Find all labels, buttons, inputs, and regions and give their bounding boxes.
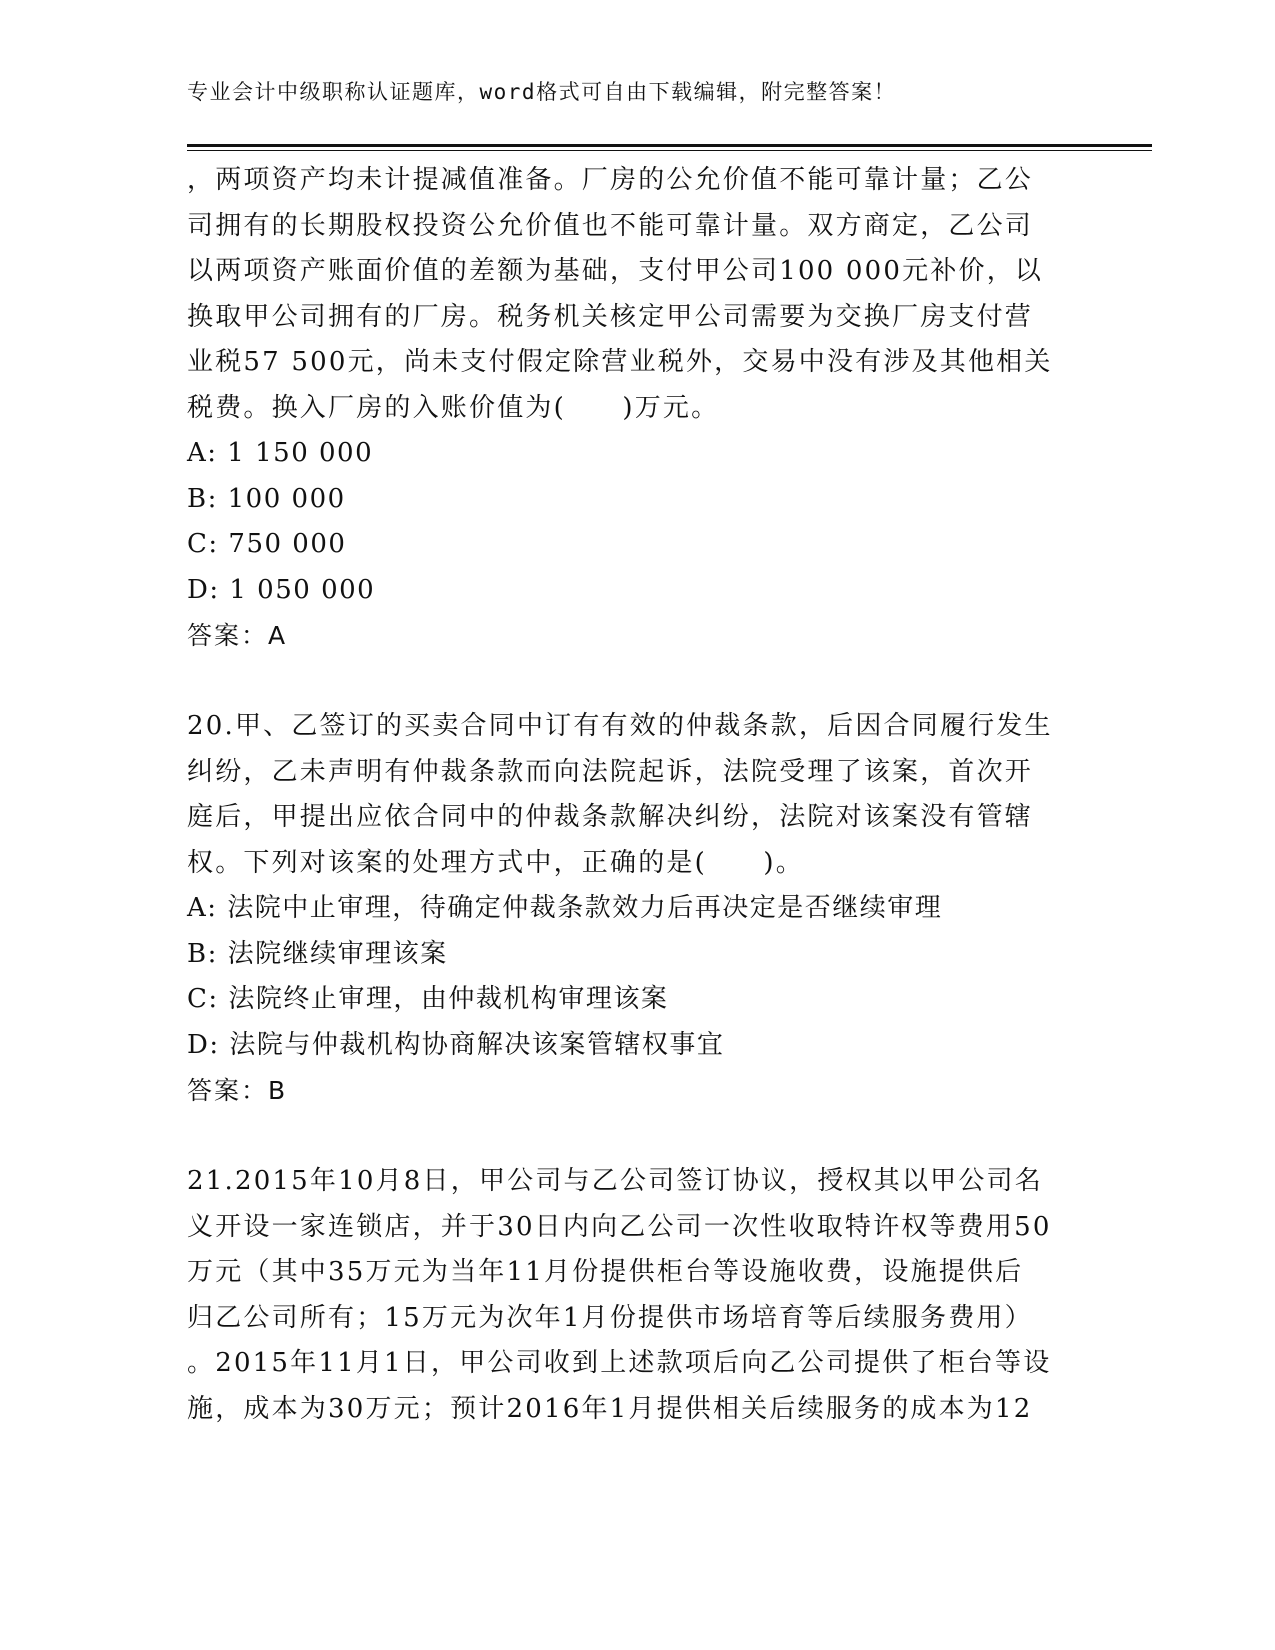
question-line: 司拥有的长期股权投资公允价值也不能可靠计量。双方商定，乙公司 [187, 210, 1034, 241]
question-21 [187, 1159, 1087, 1432]
document-body [187, 158, 1087, 1432]
question-line: 万元（其中35万元为当年11月份提供柜台等设施收费，设施提供后 [187, 1257, 1024, 1287]
question-19-continuation [187, 158, 1087, 659]
question-line: 业税57 500元，尚未支付假定除营业税外，交易中没有涉及其他相关 [187, 347, 1053, 377]
option-b: B: 100 000 [187, 483, 346, 514]
option-b: B: 法院继续审理该案 [187, 938, 448, 969]
spacer [187, 659, 1087, 705]
question-line: 20.甲、乙签订的买卖合同中订有有效的仲裁条款，后因合同履行发生 [187, 711, 1053, 741]
answer-line: 答案：B [187, 1076, 288, 1105]
option-a: A: 法院中止审理，待确定仲裁条款效力后再决定是否继续审理 [187, 893, 943, 923]
header-rule-thick [187, 144, 1152, 147]
option-d: D: 法院与仲裁机构协商解决该案管辖权事宜 [187, 1029, 725, 1060]
page-header: 专业会计中级职称认证题库，word格式可自由下载编辑，附完整答案！ [187, 80, 897, 104]
header-rule-thin [187, 150, 1152, 151]
question-line: 纠纷，乙未声明有仲裁条款而向法院起诉，法院受理了该案，首次开 [187, 756, 1034, 787]
question-line: 施，成本为30万元；预计2016年1月提供相关后续服务的成本为12 [187, 1393, 1033, 1424]
question-line: 。2015年11月1日，甲公司收到上述款项后向乙公司提供了柜台等设 [187, 1348, 1052, 1378]
question-line: 归乙公司所有；15万元为次年1月份提供市场培育等后续服务费用） [187, 1302, 1033, 1333]
question-line: 庭后，甲提出应依合同中的仲裁条款解决纠纷，法院对该案没有管辖 [187, 802, 1034, 832]
question-20 [187, 704, 1087, 1114]
question-line: 以两项资产账面价值的差额为基础，支付甲公司100 000元补价，以 [187, 256, 1044, 286]
question-line: ，两项资产均未计提减值准备。厂房的公允价值不能可靠计量；乙公 [187, 165, 1034, 195]
answer-line: 答案：A [187, 621, 288, 650]
spacer [187, 1114, 1087, 1160]
question-line: 换取甲公司拥有的厂房。税务机关核定甲公司需要为交换厂房支付营 [187, 301, 1034, 332]
question-line: 税费。换入厂房的入账价值为( )万元。 [187, 392, 720, 423]
option-d: D: 1 050 000 [187, 574, 376, 605]
option-c: C: 750 000 [187, 529, 347, 559]
option-c: C: 法院终止审理，由仲裁机构审理该案 [187, 984, 669, 1014]
question-line: 权。下列对该案的处理方式中，正确的是( )。 [187, 847, 804, 878]
question-line: 21.2015年10月8日，甲公司与乙公司签订协议，授权其以甲公司名 [187, 1166, 1043, 1196]
option-a: A: 1 150 000 [187, 438, 374, 468]
question-line: 义开设一家连锁店，并于30日内向乙公司一次性收取特许权等费用50 [187, 1211, 1052, 1242]
